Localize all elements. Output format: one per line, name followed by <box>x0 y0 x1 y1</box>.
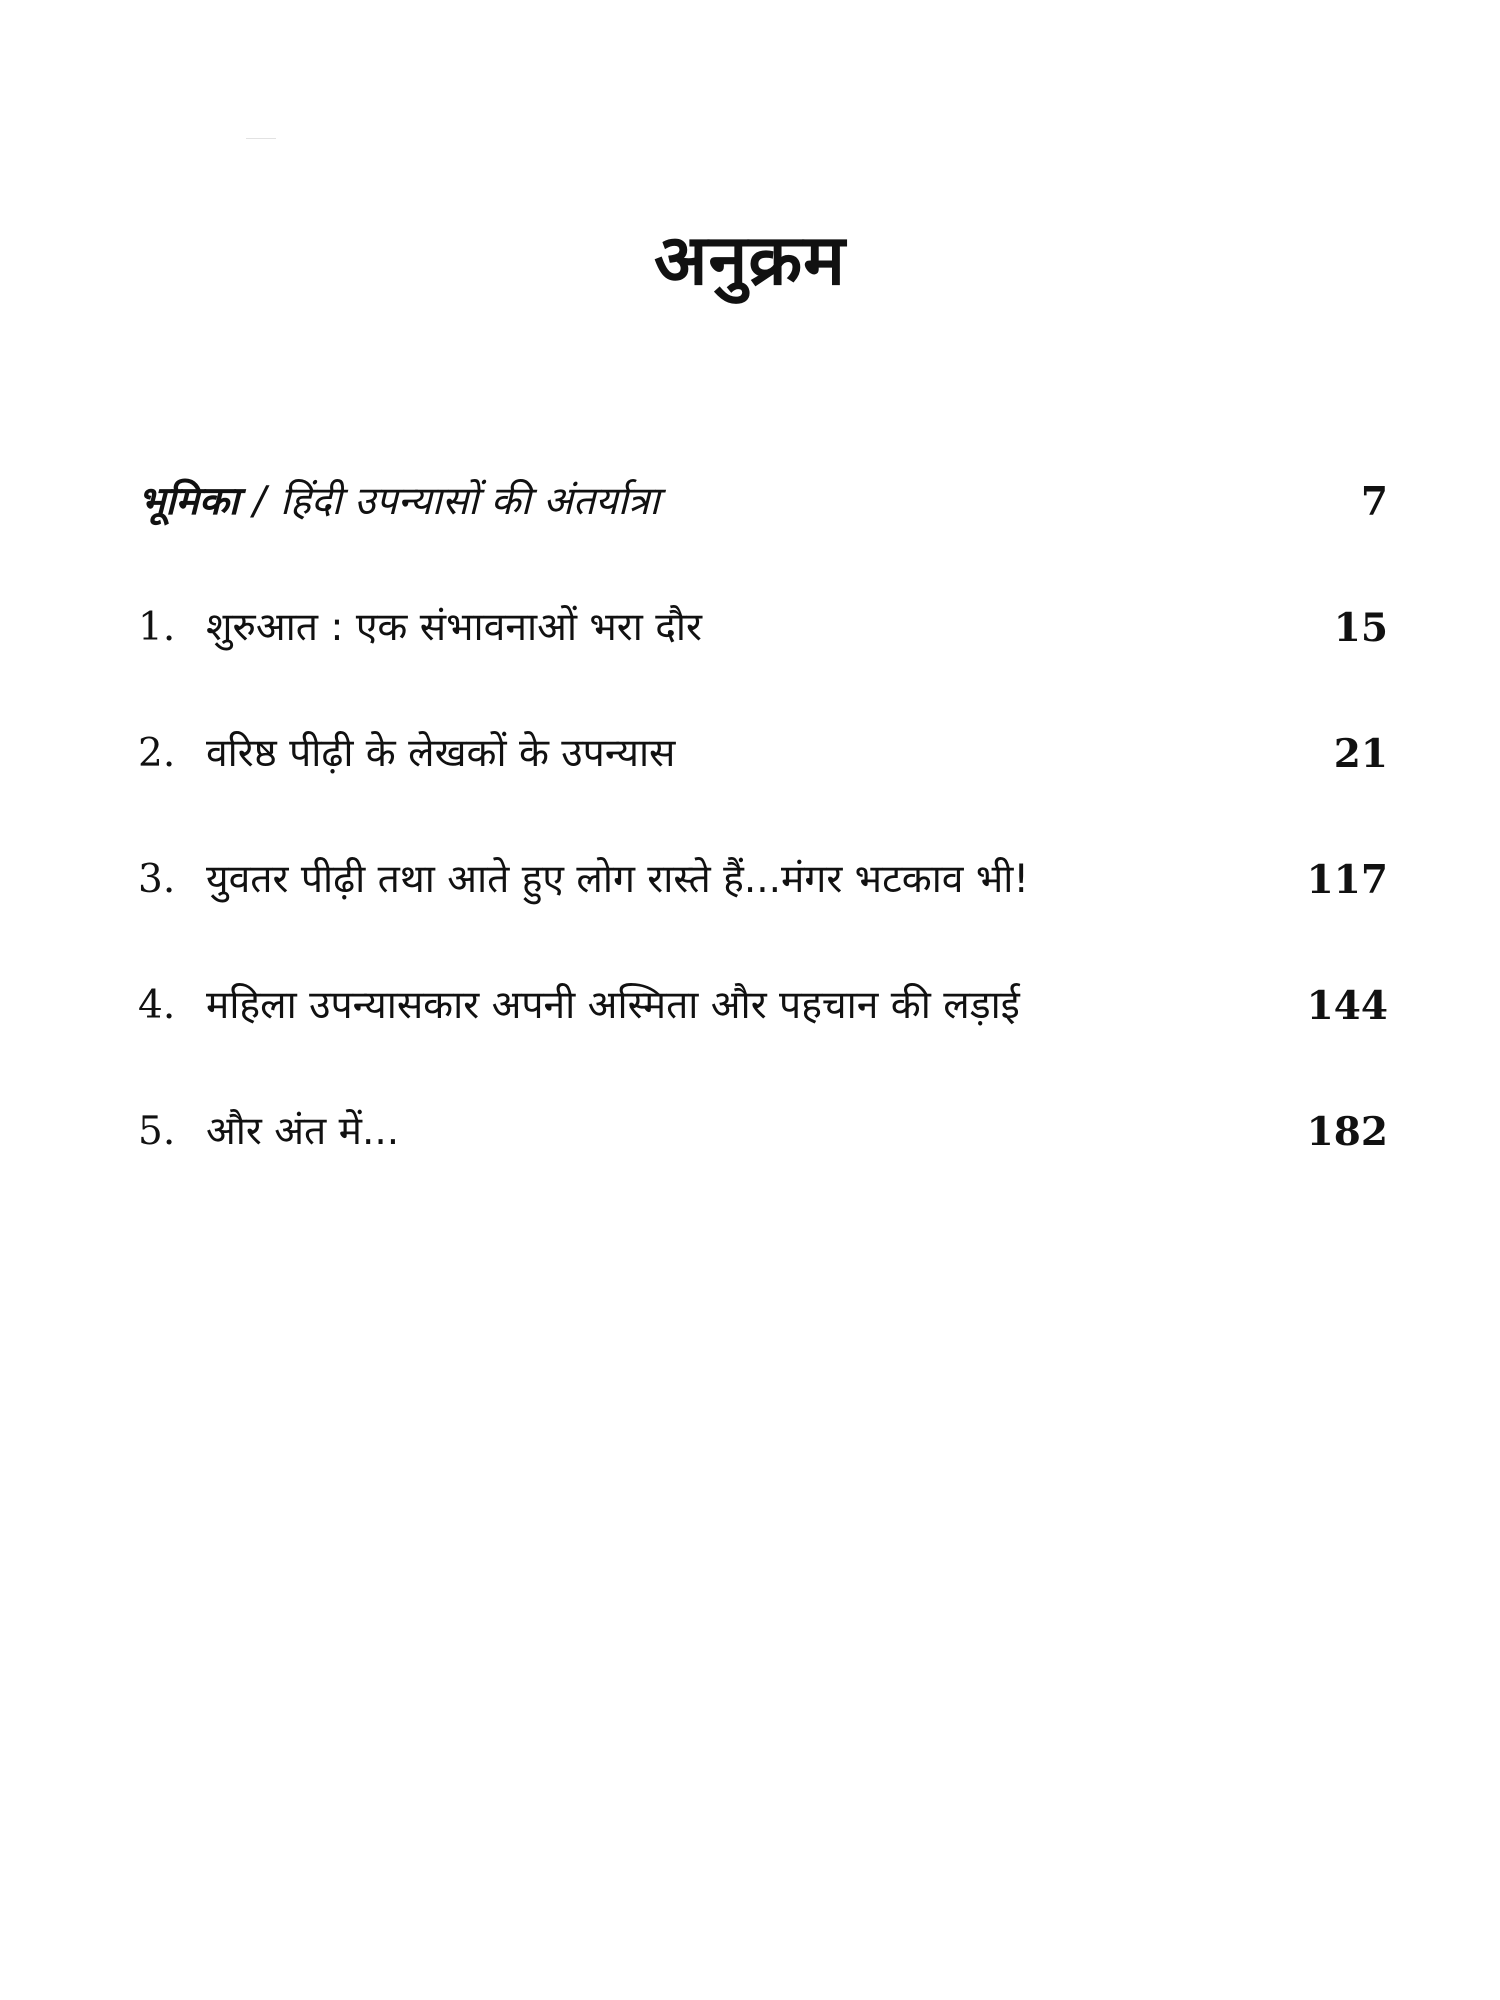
scan-mark <box>246 138 276 139</box>
chapter-page-number: 117 <box>1306 857 1388 903</box>
chapter-number: 2. <box>138 731 176 776</box>
chapter-label <box>138 598 702 658</box>
toc-row-chapter-3[interactable] <box>138 850 1388 976</box>
preface-separator: / <box>252 479 267 524</box>
chapter-label <box>138 976 1020 1036</box>
toc-row-preface[interactable] <box>138 472 1388 598</box>
chapter-title: और अंत में... <box>206 1109 400 1154</box>
chapter-number: 3. <box>138 857 176 902</box>
chapter-label <box>138 1102 399 1162</box>
chapter-label <box>138 724 675 784</box>
toc-preface-label <box>138 472 660 532</box>
chapter-label <box>138 850 1029 910</box>
chapter-page-number: 21 <box>1333 731 1388 777</box>
toc-row-chapter-2[interactable] <box>138 724 1388 850</box>
toc-row-chapter-1[interactable] <box>138 598 1388 724</box>
preface-page-number: 7 <box>1360 479 1388 525</box>
toc-row-chapter-5[interactable] <box>138 1102 1388 1228</box>
chapter-title: महिला उपन्यासकार अपनी अस्मिता और पहचान की लड़ाई <box>206 983 1020 1028</box>
chapter-number: 5. <box>138 1109 176 1154</box>
chapter-number: 1. <box>138 605 176 650</box>
preface-label: भूमिका <box>138 479 239 524</box>
chapter-number: 4. <box>138 983 176 1028</box>
chapter-title: वरिष्ठ पीढ़ी के लेखकों के उपन्यास <box>206 731 676 776</box>
chapter-title: शुरुआत : एक संभावनाओं भरा दौर <box>206 605 702 650</box>
preface-subtitle: हिंदी उपन्यासों की अंतर्यात्रा <box>280 479 660 524</box>
chapter-page-number: 15 <box>1333 605 1388 651</box>
table-of-contents <box>138 472 1388 1228</box>
chapter-page-number: 182 <box>1306 1109 1388 1155</box>
toc-row-chapter-4[interactable] <box>138 976 1388 1102</box>
chapter-title: युवतर पीढ़ी तथा आते हुए लोग रास्ते हैं...मंगर भटकाव भी! <box>206 857 1030 902</box>
page-title: अनुक्रम <box>654 219 846 301</box>
chapter-page-number: 144 <box>1306 983 1388 1029</box>
